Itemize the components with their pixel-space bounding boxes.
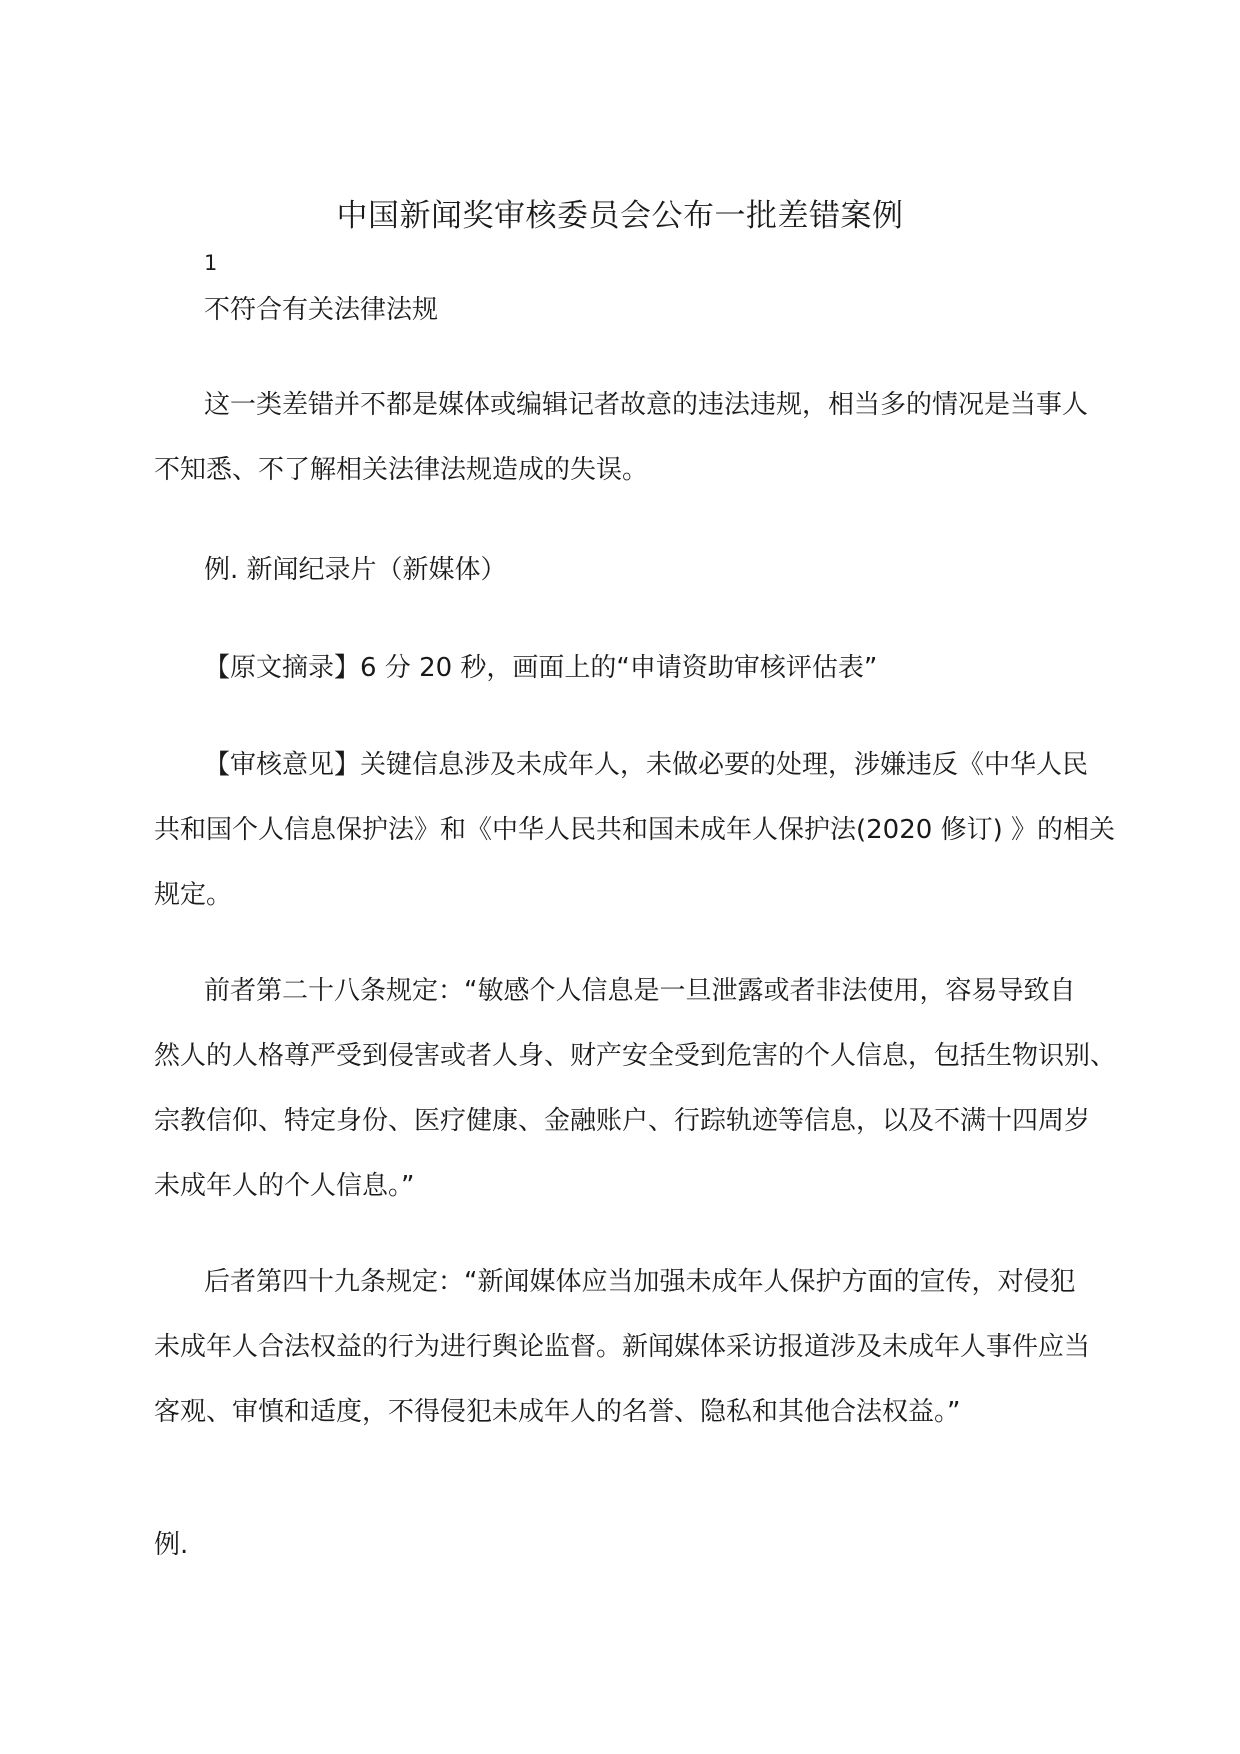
excerpt-line: 【原文摘录】6 分 20 秒，画面上的“申请资助审核评估表” <box>204 653 878 683</box>
article28-line: 然人的人格尊严受到侵害或者人身、财产安全受到危害的个人信息，包括生物识别、 <box>154 1041 1117 1071</box>
section-number: 1 <box>204 251 218 275</box>
article28-line: 未成年人的个人信息。” <box>154 1171 415 1201</box>
paragraph-line: 这一类差错并不都是媒体或编辑记者故意的违法违规，相当多的情况是当事人 <box>204 390 1089 420</box>
article49-line: 后者第四十九条规定：“新闻媒体应当加强未成年人保护方面的宣传，对侵犯 <box>204 1267 1076 1297</box>
trailing-example-label: 例. <box>154 1530 189 1560</box>
article28-line: 前者第二十八条规定：“敏感个人信息是一旦泄露或者非法使用，容易导致自 <box>204 976 1076 1006</box>
example-label: 例. 新闻纪录片（新媒体） <box>204 555 507 585</box>
section-heading: 不符合有关法律法规 <box>204 295 439 325</box>
opinion-line: 共和国个人信息保护法》和《中华人民共和国未成年人保护法(2020 修订) 》的相关 <box>154 815 1115 845</box>
paragraph-line: 不知悉、不了解相关法律法规造成的失误。 <box>154 455 649 485</box>
document-title: 中国新闻奖审核委员会公布一批差错案例 <box>336 198 904 234</box>
opinion-line: 规定。 <box>154 880 233 910</box>
article28-line: 宗教信仰、特定身份、医疗健康、金融账户、行踪轨迹等信息，以及不满十四周岁 <box>154 1106 1091 1136</box>
opinion-line: 【审核意见】关键信息涉及未成年人，未做必要的处理，涉嫌违反《中华人民 <box>204 750 1089 780</box>
article49-line: 客观、审慎和适度，不得侵犯未成年人的名誉、隐私和其他合法权益。” <box>154 1397 961 1427</box>
article49-line: 未成年人合法权益的行为进行舆论监督。新闻媒体采访报道涉及未成年人事件应当 <box>154 1332 1091 1362</box>
